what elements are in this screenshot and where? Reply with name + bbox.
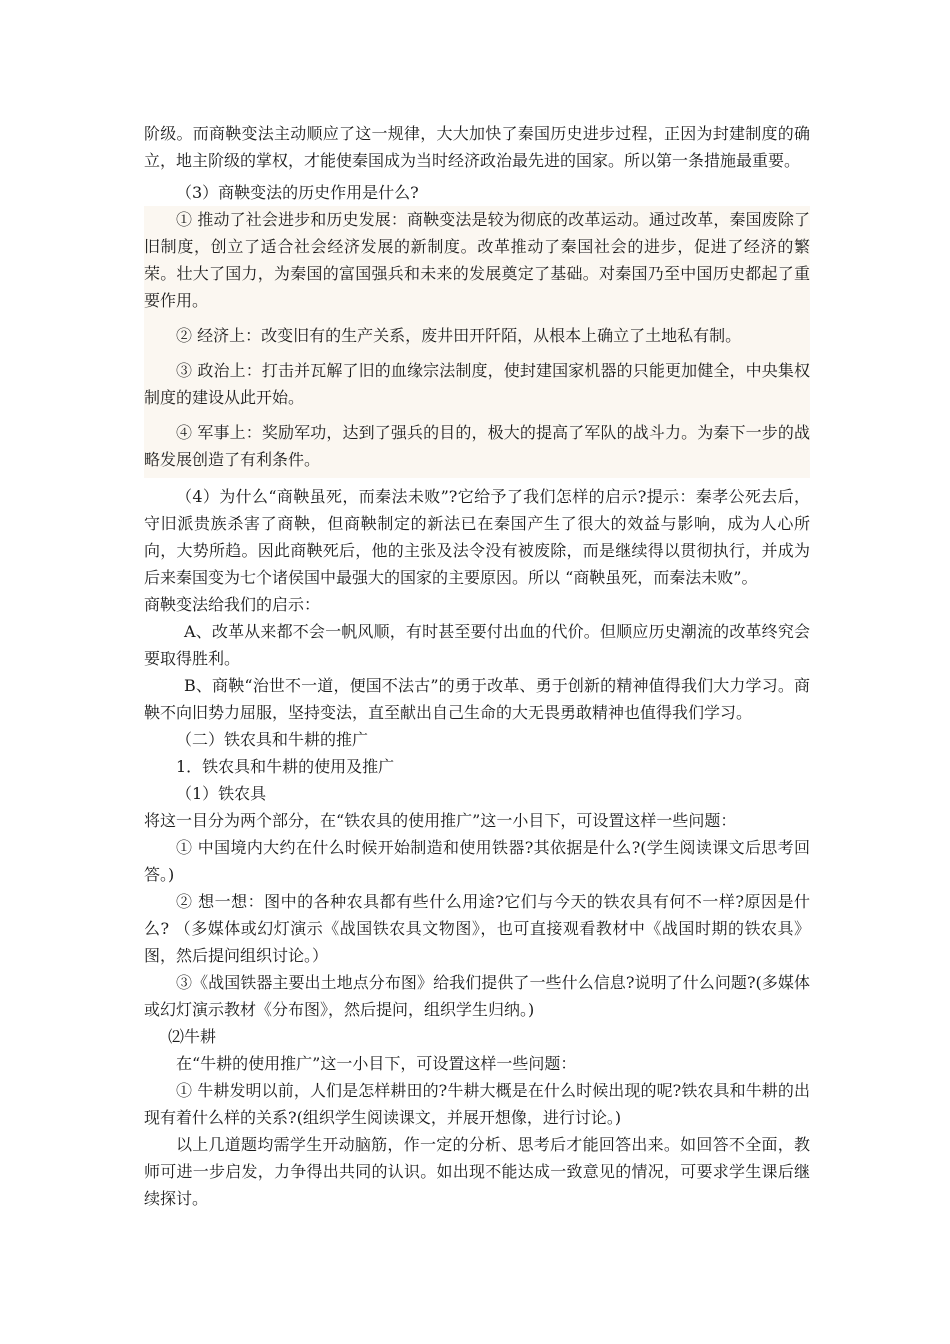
- iron-question-3: ③《战国铁器主要出土地点分布图》给我们提供了一些什么信息?说明了什么问题?(多媒体或幻灯演示教材《分布图》，然后提问，组织学生归纳。): [144, 973, 810, 1019]
- inspiration-a: A、改革从来都不会一帆风顺，有时甚至要付出血的代价。但顺应历史潮流的改革终究会要取得胜利。: [144, 622, 810, 668]
- iron-tools-intro: 将这一目分为两个部分，在“铁农具的使用推广”这一小目下，可设置这样一些问题：: [144, 811, 737, 830]
- question-4-paragraph: （4）为什么“商鞅虽死，而秦法未败”?它给予了我们怎样的启示?提示：秦孝公死去后，守旧派贵族杀害了商鞅，但商鞅制定的新法已在秦国产生了很大的效益与影响，成为人心所向，大势所趋。因此商鞅死后，他的主张及法令没有被废除，而是继续得以贯彻执行，并成为后来秦国变为七个诸侯国中最强大的国家的主要原因。所以 “商鞅虽死，而秦法未败”。: [144, 487, 810, 587]
- section-2-heading: （二）铁农具和牛耕的推广: [176, 730, 369, 749]
- ox-question-1: ① 牛耕发明以前，人们是怎样耕田的?牛耕大概是在什么时候出现的呢?铁农具和牛耕的出现有着什么样的关系?(组织学生阅读课文，并展开想像，进行讨论。): [144, 1081, 810, 1127]
- answer-point-2: ② 经济上：改变旧有的生产关系，废井田开阡陌，从根本上确立了土地私有制。: [176, 326, 742, 345]
- inspiration-heading: 商鞅变法给我们的启示：: [144, 595, 321, 614]
- question-3-heading: （3）商鞅变法的历史作用是什么?: [176, 183, 419, 202]
- answer-point-3: ③ 政治上：打击并瓦解了旧的血缘宗法制度，使封建国家机器的只能更加健全，中央集权制度的建设从此开始。: [144, 361, 810, 407]
- iron-question-1: ① 中国境内大约在什么时候开始制造和使用铁器?其依据是什么?(学生阅读课文后思考回答。): [144, 838, 810, 884]
- answer-point-4: ④ 军事上：奖励军功，达到了强兵的目的，极大的提高了军队的战斗力。为秦下一步的战略发展创造了有利条件。: [144, 423, 810, 469]
- iron-question-2: ② 想一想：图中的各种农具都有些什么用途?它们与今天的铁农具有何不一样?原因是什么? （多媒体或幻灯演示《战国铁农具文物图》，也可直接观看教材中《战国时期的铁农具》图，然后提问组织讨论。）: [144, 892, 810, 965]
- subsection-1-heading: 1．铁农具和牛耕的使用及推广: [176, 757, 395, 776]
- closing-paragraph: 以上几道题均需学生开动脑筋，作一定的分析、思考后才能回答出来。如回答不全面，教师可进一步启发，力争得出共同的认识。如出现不能达成一致意见的情况，可要求学生课后继续探讨。: [144, 1135, 810, 1208]
- paragraph-conclusion: 阶级。而商鞅变法主动顺应了这一规律，大大加快了秦国历史进步过程，正因为封建制度的确立，地主阶级的掌权，才能使秦国成为当时经济政治最先进的国家。所以第一条措施最重要。: [144, 124, 810, 170]
- answer-point-1: ① 推动了社会进步和历史发展：商鞅变法是较为彻底的改革运动。通过改革，秦国废除了旧制度，创立了适合社会经济发展的新制度。改革推动了秦国社会的进步，促进了经济的繁荣。壮大了国力，为秦国的富国强兵和未来的发展奠定了基础。对秦国乃至中国历史都起了重要作用。: [144, 210, 810, 310]
- ox-plowing-intro: 在“牛耕的使用推广”这一小目下，可设置这样一些问题：: [176, 1054, 577, 1073]
- ox-plowing-heading: ⑵牛耕: [168, 1027, 217, 1046]
- highlighted-answer-block: [144, 206, 810, 478]
- inspiration-b: B、商鞅“治世不一道，便国不法古”的勇于改革、勇于创新的精神值得我们大力学习。商鞅不向旧势力屈服，坚持变法，直至献出自己生命的大无畏勇敢精神也值得我们学习。: [144, 676, 810, 722]
- iron-tools-heading: （1）铁农具: [176, 784, 267, 803]
- document-page: [144, 120, 810, 1212]
